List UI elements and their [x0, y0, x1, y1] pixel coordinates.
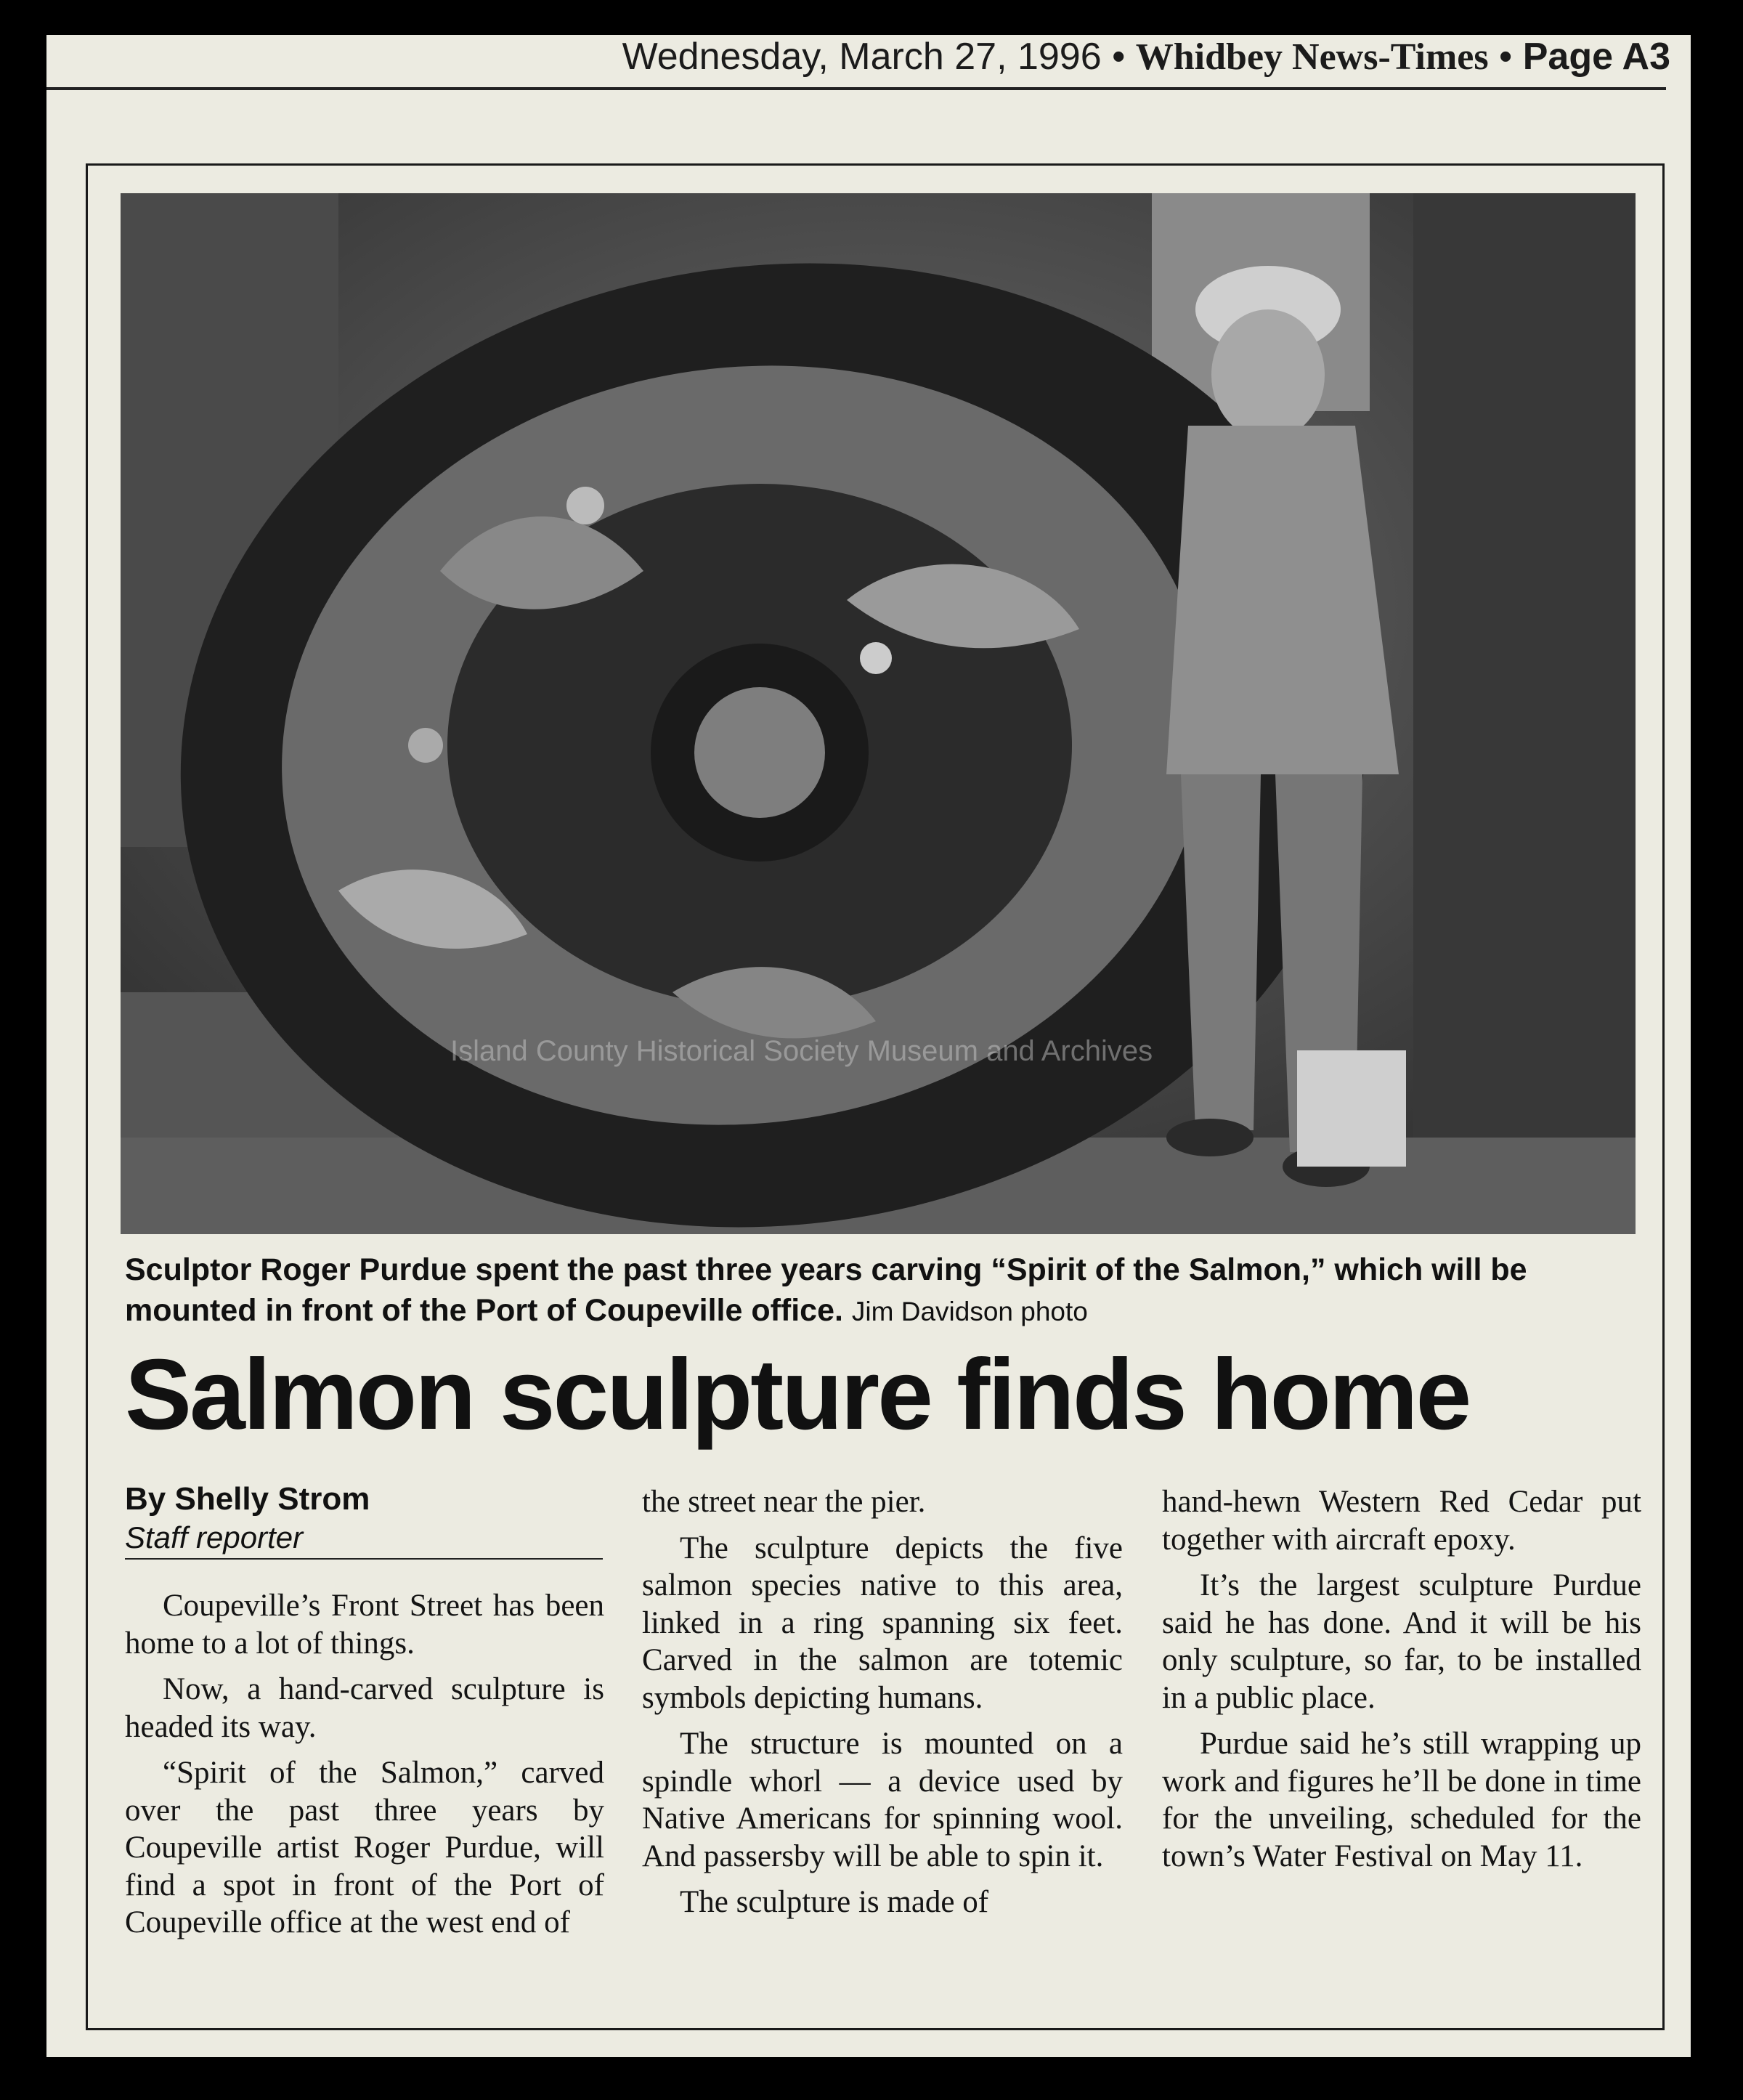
byline — [125, 1479, 604, 1556]
byline-author: By Shelly Strom — [125, 1481, 370, 1517]
byline-role: Staff reporter — [125, 1520, 304, 1554]
headline: Salmon sculpture finds home — [125, 1339, 1470, 1451]
photo-caption — [125, 1249, 1643, 1332]
article-photo — [121, 193, 1636, 1234]
paragraph: The sculpture depicts the five salmon species native to this area, linked in a ring spanning six feet. Carved in the salmon are totemic symbols depicting humans. — [642, 1531, 1123, 1715]
paragraph: the street near the pier. — [642, 1485, 926, 1519]
paragraph: Coupeville’s Front Street has been home to a lot of things. — [125, 1589, 604, 1661]
archive-watermark: Island County Historical Society Museum and Archives — [450, 1035, 1153, 1067]
paragraph: It’s the largest sculpture Purdue said he has done. And it will be his only sculpture, so far, to be installed in a public place. — [1162, 1568, 1641, 1715]
masthead-rule — [46, 87, 1666, 90]
paragraph: Now, a hand-carved sculpture is headed its way. — [125, 1672, 604, 1744]
photo-credit: Jim Davidson photo — [851, 1297, 1088, 1326]
article-column-3 — [1162, 1483, 1641, 1875]
masthead-paper-name: Whidbey News-Times — [1135, 36, 1489, 78]
article-column-1 — [125, 1587, 604, 1942]
article-column-2 — [642, 1483, 1123, 1921]
paragraph: The structure is mounted on a spindle whorl — a device used by Native Americans for spinning wool. And passersby will be able to spin it. — [642, 1727, 1123, 1873]
masthead-page-number: Page A3 — [1522, 36, 1670, 78]
paragraph: Purdue said he’s still wrapping up work and figures he’ll be done in time for the unveiling, scheduled for the town’s Water Festival on May 11. — [1162, 1727, 1641, 1873]
byline-rule — [125, 1558, 603, 1560]
photo-sculptor-with-salmon-sculpture — [121, 193, 1636, 1234]
masthead-date: Wednesday, March 27, 1996 — [622, 36, 1102, 78]
paragraph: “Spirit of the Salmon,” carved over the past three years by Coupeville artist Roger Purdue, will find a spot in front of the Port of Coupeville office at the west end of — [125, 1756, 604, 1939]
masthead: Wednesday, March 27, 1996 • Whidbey News-Times • Page A3 — [622, 36, 1670, 78]
paragraph: The sculpture is made of — [680, 1885, 989, 1919]
paragraph: hand-hewn Western Red Cedar put together with aircraft epoxy. — [1162, 1485, 1641, 1557]
caption-text: Sculptor Roger Purdue spent the past three years carving “Spirit of the Salmon,” which will be mounted in front of the Port of Coupeville office. — [125, 1252, 1527, 1328]
